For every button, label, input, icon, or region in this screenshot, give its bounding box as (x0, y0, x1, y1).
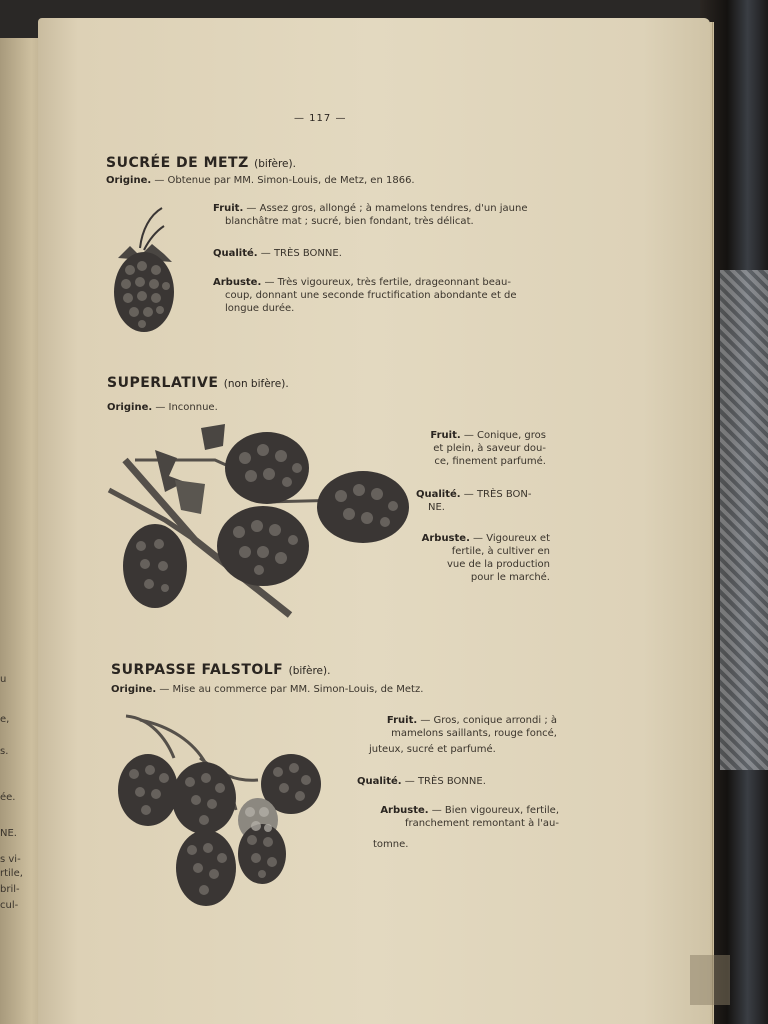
variety-name: SURPASSE FALSTOLF (111, 662, 284, 678)
left-page-fragment: rtile, (0, 868, 23, 879)
variety-name: SUPERLATIVE (107, 375, 219, 391)
origin-line (106, 175, 415, 186)
shrub-text: vue de la production (446, 559, 550, 570)
fruit-text: — Assez gros, allongé ; à mamelons tendres, d'un jaune (243, 203, 528, 214)
shrub-description (213, 276, 517, 315)
shrub-text: franchement remontant à l'au- (404, 818, 559, 829)
left-page-fragment: bril- (0, 884, 20, 895)
shrub-text: — Bien vigoureux, fertile, (428, 805, 559, 816)
fruit-label: Fruit. (386, 715, 418, 726)
fruit-description-end (369, 743, 496, 756)
shrub-text: — Vigoureux et (469, 533, 550, 544)
variety-type: (non bifère). (223, 378, 289, 390)
shrub-text: coup, donnant une seconde fructification abondante et de (225, 290, 517, 301)
fruit-text: juteux, sucré et parfumé. (369, 744, 496, 755)
fruit-description (355, 714, 557, 740)
fruit-text: — Gros, conique arrondi ; à (417, 715, 557, 726)
left-page-fragment: e, (0, 714, 10, 725)
fruit-text: — Conique, gros (460, 430, 546, 441)
quality-text: NE. (428, 502, 445, 513)
shrub-description (359, 804, 559, 830)
left-page-fragment: s vi- (0, 854, 21, 865)
entry-heading (106, 155, 296, 171)
shrub-label: Arbuste. (421, 533, 470, 544)
shrub-label: Arbuste. (380, 805, 429, 816)
fruit-description (213, 202, 528, 228)
berry-cluster-illustration (110, 708, 330, 913)
fruit-text: ce, finement parfumé. (434, 456, 546, 467)
shrub-description-end (373, 838, 408, 851)
quality-text: — TRÈS BONNE. (257, 248, 342, 259)
shrub-text: fertile, à cultiver en (451, 546, 550, 557)
quality-line (213, 247, 342, 260)
shrub-text: longue durée. (225, 303, 295, 314)
berry-branch-illustration (105, 420, 415, 620)
variety-name: SUCRÉE DE METZ (106, 155, 249, 171)
quality-label: Qualité. (357, 776, 402, 787)
shrub-label: Arbuste. (213, 277, 262, 288)
entry-heading (107, 375, 289, 391)
berry-illustration (100, 200, 190, 340)
shrub-text: — Très vigoureux, très fertile, drageonnant beau- (261, 277, 511, 288)
quality-text: — TRÈS BON- (460, 489, 532, 500)
shrub-text: pour le marché. (470, 572, 550, 583)
quality-label: Qualité. (416, 489, 461, 500)
quality-line (357, 775, 486, 788)
shrub-description (404, 532, 550, 584)
entry-heading (111, 662, 330, 678)
fruit-text: blanchâtre mat ; sucré, bien fondant, très délicat. (225, 216, 474, 227)
origin-label: Origine. (106, 175, 152, 186)
shrub-text: tomne. (373, 839, 409, 850)
lace-cloth (720, 270, 768, 770)
left-page-fragment: cul- (0, 900, 19, 911)
quality-label: Qualité. (213, 248, 258, 259)
origin-label: Origine. (111, 684, 157, 695)
quality-line (416, 488, 532, 514)
quality-text: — TRÈS BONNE. (401, 776, 486, 787)
origin-line (111, 684, 423, 695)
fruit-description (400, 429, 546, 468)
fruit-text: et plein, à saveur dou- (433, 443, 546, 454)
origin-line (107, 402, 218, 413)
left-page-fragment: ée. (0, 792, 16, 803)
page-number: — 117 — (294, 113, 347, 124)
left-page-fragment: NE. (0, 828, 17, 839)
fruit-label: Fruit. (213, 203, 244, 214)
left-page-fragment: s. (0, 746, 9, 757)
origin-label: Origine. (107, 402, 153, 413)
origin-text: — Inconnue. (152, 402, 218, 413)
fruit-text: mamelons saillants, rouge foncé, (391, 728, 557, 739)
photo-shadow (690, 955, 730, 1005)
fruit-label: Fruit. (430, 430, 461, 441)
left-page-fragment: u (0, 674, 7, 685)
origin-text: — Obtenue par MM. Simon-Louis, de Metz, en 1866. (151, 175, 415, 186)
origin-text: — Mise au commerce par MM. Simon-Louis, de Metz. (156, 684, 424, 695)
variety-type: (bifère). (288, 665, 331, 677)
variety-type: (bifère). (254, 158, 296, 170)
